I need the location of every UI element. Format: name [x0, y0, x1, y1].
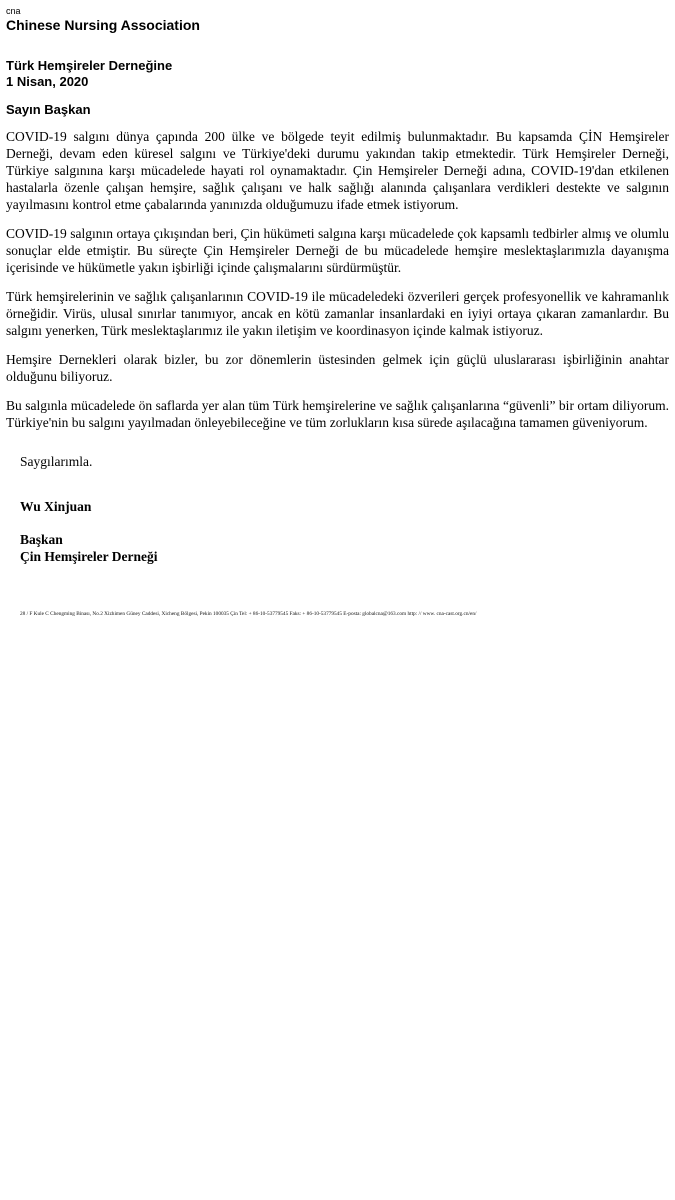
closing-line: Saygılarımla.: [20, 454, 93, 469]
signer-organization: Çin Hemşireler Derneği: [20, 549, 158, 564]
letter-date: 1 Nisan, 2020: [6, 74, 89, 89]
signer-block: [6, 531, 669, 565]
letter-body: [6, 128, 669, 431]
body-paragraph-4: Hemşire Dernekleri olarak bizler, bu zor dönemlerin üstesinden gelmek için güçlü uluslararası işbirliğinin anahtar olduğunu biliyoruz.: [6, 352, 669, 384]
body-paragraph-1: COVID-19 salgını dünya çapında 200 ülke ve bölgede teyit edilmiş bulunmaktadır. Bu kapsamda ÇİN Hemşireler Derneği, devam eden küresel salgını ve Türkiye'deki durumu yakından takip etmektedir. Türk Hemşireler Derneği, Türkiye salgınına karşı mücadelede hayati rol oynamaktadır. Çin Hemşireler Derneği adına, COVID-19'dan etkilenen hastalarla özenle çalışan hemşire, sağlık çalışanı ve halk sağlığı alanında çalışanlara verdikleri destekte ve salgının yayılmasını kontrol etme çabalarında yanınızda olduğumuzu ifade etmek istiyorum.: [6, 129, 669, 212]
recipient-block: [6, 58, 669, 90]
logo-text: cna: [6, 6, 21, 16]
body-paragraph-5: Bu salgınla mücadelede ön saflarda yer alan tüm Türk hemşirelerine ve sağlık çalışanlarına “güvenli” bir ortam diliyorum. Türkiye'nin bu salgını yayılmadan önleyebileceğine ve tüm zorlukların kısa sürede aşılacağına tamamen güveniyorum.: [6, 398, 669, 430]
signer-title: Başkan: [20, 532, 63, 547]
recipient-name: Türk Hemşireler Derneğine: [6, 58, 173, 73]
body-paragraph-3: Türk hemşirelerinin ve sağlık çalışanlarının COVID-19 ile mücadeledeki özverileri gerçek profesyonellik ve kahramanlık örneğidir. Virüs, ulusal sınırlar tanımıyor, ancak en kötü zamanlar insanlardaki en iyiyi ortaya çıkaran zamanlardır. Bu salgını yenerken, Türk meslektaşlarımız ile yakın iletişim ve koordinasyon içinde kalmak istiyoruz.: [6, 289, 669, 338]
salutation: Sayın Başkan: [6, 102, 91, 117]
signer-name: Wu Xinjuan: [20, 499, 92, 514]
body-paragraph-2: COVID-19 salgının ortaya çıkışından beri, Çin hükümeti salgına karşı mücadelede çok kapsamlı tedbirler almış ve olumlu sonuçlar elde etmiştir. Bu süreçte Çin Hemşireler Derneği de bu mücadelede hemşire meslektaşlarımızla dayanışma içerisinde ve hükümetle yakın işbirliği içinde çalışmalarını sürdürmüştür.: [6, 226, 669, 275]
organization-name: Chinese Nursing Association: [6, 17, 200, 33]
footer-address: 28 / F Kule C Chengming Binası, No.2 Xizhimen Güney Caddesi, Xicheng Bölgesi, Pekin 100035 Çin Tel: + 86-10-53779545 Faks: + 86-10-53779545 E-posta: globalcna@163.com http: // www. cna-cast.org.cn/en/: [20, 611, 477, 617]
